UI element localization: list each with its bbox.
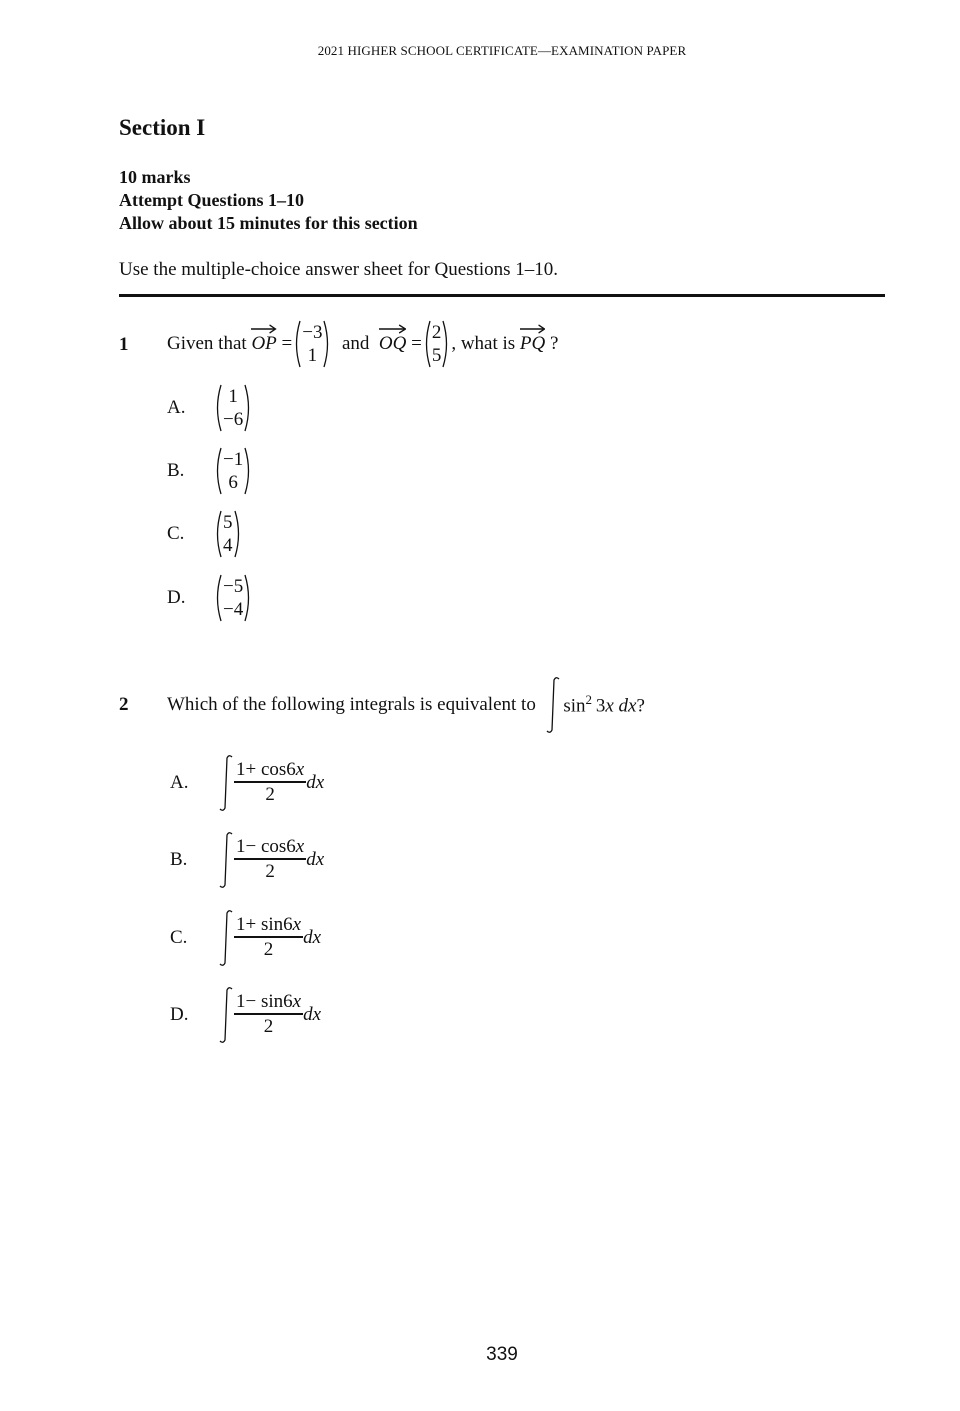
right-paren-icon (323, 320, 332, 368)
section-attempt: Attempt Questions 1–10 (119, 190, 304, 210)
left-paren-icon (213, 574, 222, 622)
q1-option-d (167, 574, 253, 622)
section-marks: 10 marks (119, 167, 191, 187)
option-vector: 5 4 (213, 510, 243, 558)
q1-equals-1: = (281, 333, 293, 354)
vector-oq-name: OQ (379, 333, 406, 355)
q1-given-text: Given that (167, 333, 247, 354)
integrand-fraction: $\frac{1+ \sin 6x}{2}$ (236, 914, 302, 960)
right-paren-icon (244, 447, 253, 495)
option-vector: −1 6 (213, 447, 253, 495)
question-2-number: 2 (119, 694, 129, 715)
integral-sign-icon (218, 754, 234, 812)
left-paren-icon (213, 384, 222, 432)
integral-sign-icon (218, 909, 234, 967)
right-paren-icon (244, 574, 253, 622)
option-label: D. (170, 1004, 189, 1025)
q2-option-a (170, 754, 324, 812)
vector-pq-name: PQ (520, 333, 545, 355)
left-paren-icon (422, 320, 431, 368)
left-paren-icon (292, 320, 301, 368)
q2-option-c (170, 909, 321, 967)
option-vector: −5 −4 (213, 574, 253, 622)
vector-arrow-icon (520, 324, 545, 334)
option-label: C. (167, 523, 185, 544)
vector-arrow-icon (251, 324, 276, 334)
left-paren-icon (213, 510, 222, 558)
section-time: Allow about 15 minutes for this section (119, 213, 418, 233)
vector-op-matrix: −3 1 (292, 320, 332, 368)
vector-oq-matrix: 2 5 (422, 320, 452, 368)
right-paren-icon (442, 320, 451, 368)
question-2-stem (167, 676, 645, 734)
right-paren-icon (234, 510, 243, 558)
q2-stem-text: Which of the following integrals is equivalent to (167, 694, 536, 715)
differential: dx (303, 1004, 322, 1025)
integral-sign-icon (218, 986, 234, 1044)
q1-equals-2: = (411, 333, 422, 354)
differential: dx (306, 772, 325, 793)
q1-question-mark: ? (550, 333, 559, 354)
divider-rule (119, 294, 885, 297)
integrand-fraction: $\frac{1- \cos 6x}{2}$ (236, 836, 305, 882)
integral-sign-icon (218, 831, 234, 889)
q1-option-b (167, 447, 253, 495)
running-head: 2021 HIGHER SCHOOL CERTIFICATE—EXAMINATION PAPER (317, 43, 687, 58)
q1-option-c (167, 510, 243, 558)
option-vector: 1 −6 (213, 384, 253, 432)
option-label: C. (170, 927, 188, 948)
integrand-fraction: $\frac{1+ \cos 6x}{2}$ (236, 759, 305, 805)
q2-option-b (170, 831, 324, 889)
q2-integrand: $\sin^2 3x$ dx? (563, 692, 645, 717)
differential: dx (303, 927, 322, 948)
option-label: B. (170, 849, 188, 870)
q2-option-d (170, 986, 321, 1044)
integrand-fraction: $\frac{1- \sin 6x}{2}$ (236, 991, 302, 1037)
page-number: 339 (486, 1344, 518, 1365)
integral-sign-icon (545, 676, 561, 734)
option-label: B. (167, 460, 185, 481)
section-instruction: Use the multiple-choice answer sheet for Questions 1–10. (119, 259, 558, 280)
differential: dx (306, 849, 325, 870)
vector-op-name: OP (251, 333, 276, 355)
right-paren-icon (244, 384, 253, 432)
q1-and-text: and (341, 333, 370, 354)
option-label: D. (167, 587, 186, 608)
section-title: Section I (119, 115, 206, 140)
q1-what-text: , what is (451, 333, 516, 354)
question-1-stem (167, 320, 558, 368)
vector-arrow-icon (379, 324, 406, 334)
option-label: A. (167, 397, 186, 418)
question-1-number: 1 (119, 334, 129, 355)
left-paren-icon (213, 447, 222, 495)
option-label: A. (170, 772, 189, 793)
q1-option-a (167, 384, 253, 432)
